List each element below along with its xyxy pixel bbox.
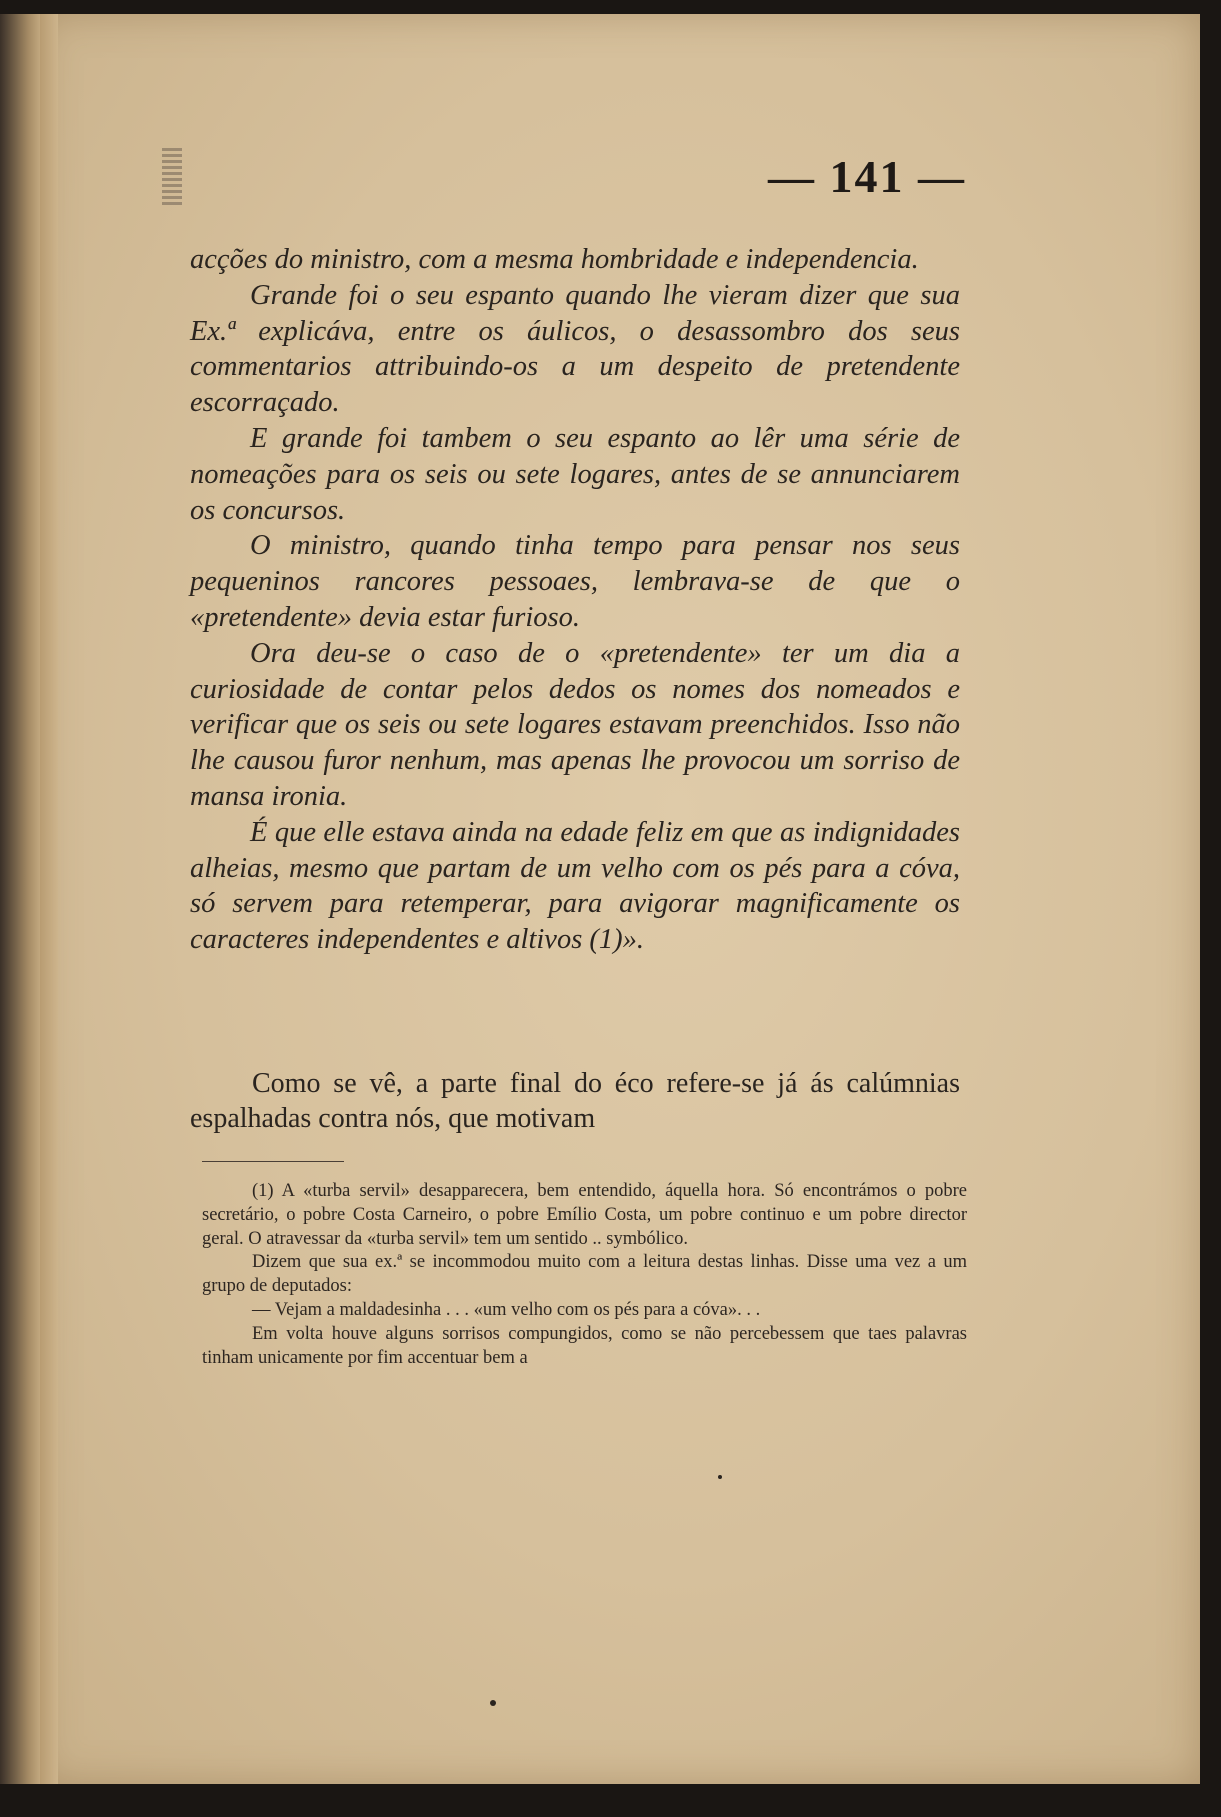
paragraph: O ministro, quando tinha tempo para pensar nos seus pequeninos rancores pessoaes, lembrava-se de que o «pretendente» devia estar furioso.: [190, 530, 960, 633]
page-edge: [40, 14, 58, 1784]
page-number: — 141 —: [768, 151, 966, 202]
paragraph: E grande foi tambem o seu espanto ao lêr uma série de nomeações para os seis ou sete logares, antes de se annunciarem os concursos.: [190, 422, 960, 526]
ink-speck: [718, 1475, 722, 1479]
footnote-continuation: — Vejam a maldadesinha . . . «um velho com os pés para a cóva». . .: [252, 1299, 761, 1320]
italic-quoted-text: [190, 242, 960, 958]
paragraph: acções do ministro, com a mesma hombridade e independencia.: [190, 244, 919, 275]
footnote: (1) A «turba servil» desapparecera, bem entendido, áquella hora. Só encontrámos o pobre secretário, o pobre Costa Carneiro, o pobre Emílio Costa, um pobre continuo e um pobre director geral. O atravessar da «turba servil» tem um sentido .. symbólico.: [202, 1181, 967, 1249]
paragraph: Como se vê, a parte final do éco refere-se já ás calúmnias espalhadas contra nós, que motivam: [190, 1068, 960, 1134]
footnote-divider: [202, 1161, 344, 1162]
paragraph: Grande foi o seu espanto quando lhe vieram dizer que sua Ex.ª explicáva, entre os áulicos, o desassombro dos seus commentarios attribuindo-os a um despeito de pretendente escorraçado.: [190, 279, 960, 419]
body-text: [190, 1066, 960, 1136]
footnotes: [202, 1180, 967, 1370]
footnote-continuation: Em volta houve alguns sorrisos compungidos, como se não percebessem que taes palavras tinham unicamente por fim accentuar bem a: [202, 1323, 967, 1368]
paragraph: Ora deu-se o caso de o «pretendente» ter um dia a curiosidade de contar pelos dedos os nomes dos nomeados e verificar que os seis ou sete logares estavam preenchidos. Isso não lhe causou furor nenhum, mas apenas lhe provocou um sorriso de mansa ironia.: [190, 637, 960, 812]
library-stamp-mark: [162, 148, 182, 208]
paragraph: É que elle estava ainda na edade feliz em que as indignidades alheias, mesmo que partam de um velho com os pés para a cóva, só servem para retemperar, para avigorar magnificamente os caracteres independentes e altivos (1)».: [190, 816, 960, 956]
ink-speck: [490, 1700, 496, 1706]
footnote-continuation: Dizem que sua ex.ª se incommodou muito com a leitura destas linhas. Disse uma vez a um grupo de deputados:: [202, 1252, 967, 1297]
book-gutter: [0, 14, 40, 1784]
